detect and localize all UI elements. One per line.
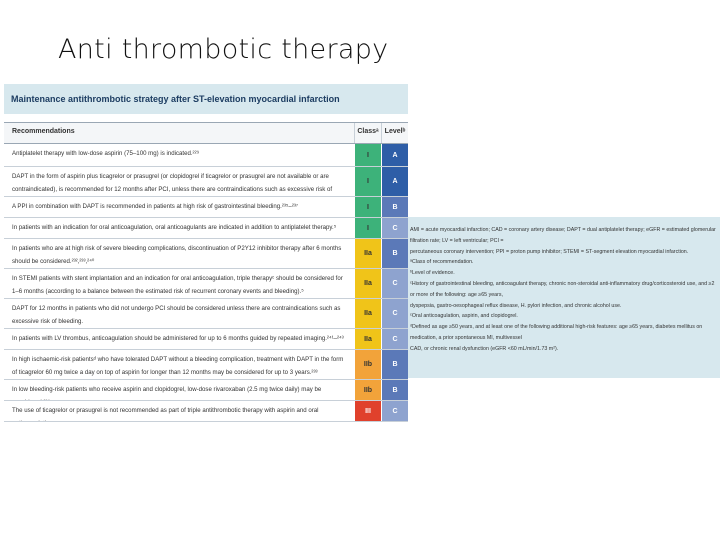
level-badge: C	[381, 269, 408, 298]
recommendation-text: In patients with an indication for oral anticoagulation, oral anticoagulants are indicated in addition to antiplatelet therapy.⁵	[12, 224, 337, 231]
level-badge: B	[381, 197, 408, 217]
recommendation-text: In high ischaemic-risk patientsᵈ who have tolerated DAPT without a bleeding complication, treatment with DAPT in the form of ticagrelor 60 mg twice a day on top of aspirin for longer than 12 months may be considered for up to 3 years.²³³	[12, 356, 344, 376]
class-badge: IIa	[354, 269, 381, 298]
class-badge: IIb	[354, 380, 381, 400]
level-badge: A	[381, 144, 408, 166]
table-row	[4, 239, 408, 269]
recommendation-text: In patients who are at high risk of severe bleeding complications, discontinuation of P2Y12 inhibitor therapy after 6 months should be considered.²³²,²³³,²⁴⁰	[12, 245, 342, 265]
class-badge: IIa	[354, 299, 381, 328]
table-row	[4, 218, 408, 239]
slide-title: Anti thrombotic therapy	[58, 34, 389, 65]
level-badge: B	[381, 350, 408, 379]
table-row	[4, 197, 408, 218]
footnote-line: dyspepsia, gastro-oesophageal reflux disease, H. pylori infection, and chronic alcohol use.	[410, 302, 622, 309]
table-row	[4, 380, 408, 401]
recommendation-text: A PPI in combination with DAPT is recommended in patients at high risk of gastrointestinal bleeding.²³⁵–²³⁷	[12, 203, 299, 210]
recommendation-text: Antiplatelet therapy with low-dose aspirin (75–100 mg) is indicated.²²⁹	[12, 150, 200, 157]
footnote-line: ᶜOral anticoagulation, aspirin, and clopidogrel.	[410, 313, 518, 320]
column-header-recommendations: Recommendations	[12, 128, 75, 135]
recommendation-text: DAPT in the form of aspirin plus ticagrelor or prasugrel (or clopidogrel if ticagrelor or prasugrel are not available or are contraindicated), is recommended for 12 months after PCI, unless there are contraindications such as excessive risk of	[12, 173, 333, 193]
class-badge: I	[354, 218, 381, 238]
recommendation-text: The use of ticagrelor or prasugrel is not recommended as part of triple antithrombotic therapy with aspirin and oral	[12, 407, 319, 414]
table-row	[4, 167, 408, 197]
level-badge: B	[381, 380, 408, 400]
class-badge: III	[354, 401, 381, 421]
level-badge: C	[381, 401, 408, 421]
class-badge: IIa	[354, 329, 381, 349]
footnote-line: ᵃClass of recommendation.	[410, 259, 474, 266]
class-badge: I	[354, 197, 381, 217]
class-badge: IIb	[354, 350, 381, 379]
class-badge: IIa	[354, 239, 381, 268]
level-badge: C	[381, 329, 408, 349]
guideline-table	[4, 84, 408, 522]
level-badge: B	[381, 239, 408, 268]
footnote-line: percutaneous coronary intervention; PPI = proton pump inhibitor; STEMI = ST-segment elevation myocardial infarction.	[410, 248, 689, 255]
footnote-line: ᵇLevel of evidence.	[410, 270, 455, 277]
footnote-line: ᵈDefined as age ≥50 years, and at least one of the following additional high-risk features: age ≥65 years, diabetes mellitus on medication, a prior spontaneous MI, multivessel	[410, 324, 703, 341]
footnote-line: AMI = acute myocardial infarction; CAD = coronary artery disease; DAPT = dual antiplatelet therapy; eGFR = estimated glomerular filtration rate; LV = left ventricular; PCI =	[410, 227, 716, 244]
class-badge: I	[354, 167, 381, 196]
recommendation-text: DAPT for 12 months in patients who did not undergo PCI should be considered unless there are contraindications such as excessive risk of bleeding.	[12, 305, 341, 325]
column-header-level: Levelᵇ	[381, 123, 408, 143]
table-row	[4, 350, 408, 380]
table-column-headers	[4, 122, 408, 144]
recommendation-text: In low bleeding-risk patients who receive aspirin and clopidogrel, low-dose rivaroxaban (2.5 mg twice daily) may be	[12, 386, 322, 393]
recommendation-text: In STEMI patients with stent implantation and an indication for oral anticoagulation, triple therapyᶜ should be considered for 1–6 months (according to a balance between the estimated risk of recurrent coronary events and bleeding).⁵	[12, 275, 343, 295]
footnotes-panel	[408, 217, 720, 378]
table-row	[4, 269, 408, 299]
level-badge: A	[381, 167, 408, 196]
level-badge: C	[381, 218, 408, 238]
footnotes	[408, 217, 720, 355]
recommendation-text: In patients with LV thrombus, anticoagulation should be administered for up to 6 months guided by repeated imaging.²⁴¹–²⁴³	[12, 335, 344, 342]
footnote-line: CAD, or chronic renal dysfunction (eGFR <60 mL/min/1.73 m²).	[410, 345, 559, 352]
level-badge: C	[381, 299, 408, 328]
table-row	[4, 299, 408, 329]
class-badge: I	[354, 144, 381, 166]
table-row	[4, 329, 408, 350]
table-row	[4, 401, 408, 422]
table-title: Maintenance antithrombotic strategy after ST-elevation myocardial infarction	[4, 84, 408, 114]
footnote-line: ᶜHistory of gastrointestinal bleeding, anticoagulant therapy, chronic non-steroidal anti-inflammatory drug/corticosteroid use, and ≥2 or more of the following: age ≥65 years,	[410, 280, 715, 298]
table-rows	[4, 144, 408, 422]
table-row	[4, 144, 408, 167]
column-header-class: Classᵃ	[354, 123, 381, 143]
